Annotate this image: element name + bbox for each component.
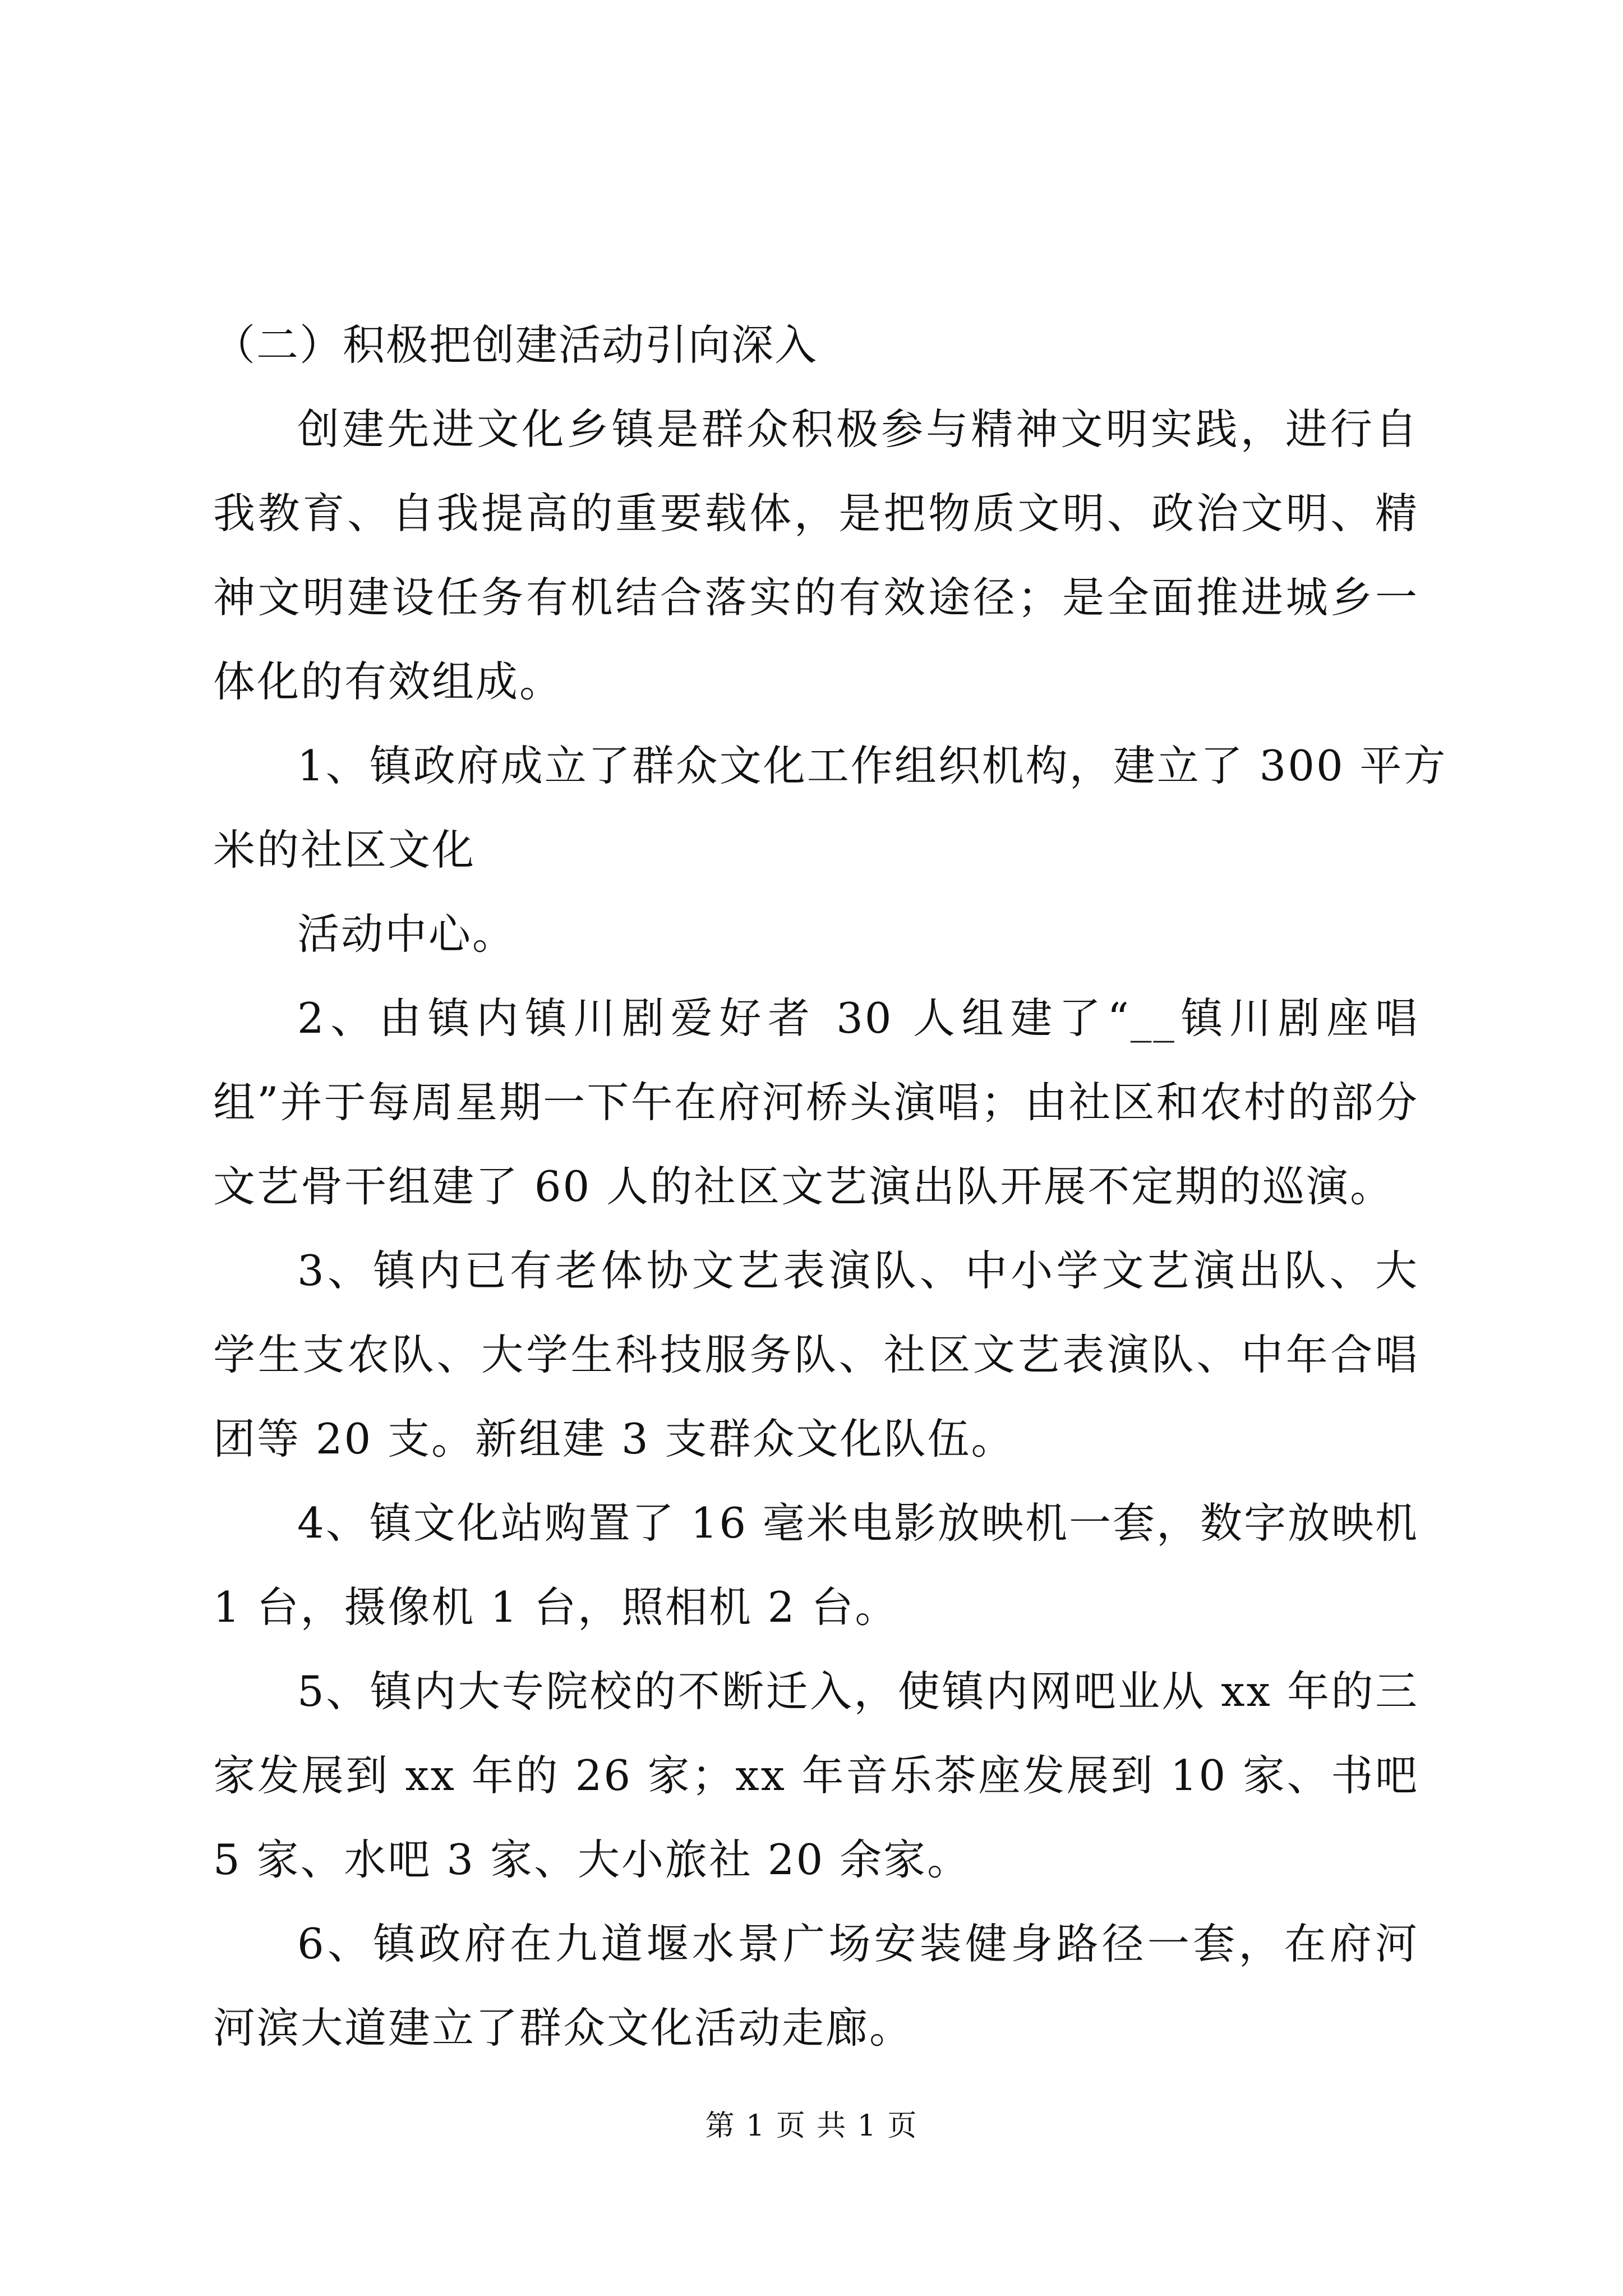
item-2-paragraph: 2、由镇内镇川剧爱好者 30 人组建了“__镇川剧座唱组”并于每周星期一下午在府河桥头演唱；由社区和农村的部分文艺骨干组建了 60 人的社区文艺演出队开展不定期的巡演。 [213, 993, 1419, 1211]
item-1-line-3: 活动中心。 [297, 909, 517, 959]
item-5-paragraph: 5、镇内大专院校的不断迁入，使镇内网吧业从 xx 年的三家发展到 xx 年的 26 家；xx 年音乐茶座发展到 10 家、书吧 5 家、水吧 3 家、大小旅社 20 余家。 [213, 1667, 1419, 1884]
item-6-paragraph: 6、镇政府在九道堰水景广场安装健身路径一套，在府河河滨大道建立了群众文化活动走廊。 [213, 1919, 1419, 2053]
item-1-line-1: 1、镇政府成立了群众文化工作组织机构，建立了 300 平方 [297, 741, 1447, 790]
intro-paragraph: 创建先进文化乡镇是群众积极参与精神文明实践，进行自我教育、自我提高的重要载体，是把物质文明、政治文明、精神文明建设任务有机结合落实的有效途径；是全面推进城乡一体化的有效组成。 [213, 404, 1419, 706]
item-3-paragraph: 3、镇内已有老体协文艺表演队、中小学文艺演出队、大学生支农队、大学生科技服务队、社区文艺表演队、中年合唱团等 20 支。新组建 3 支群众文化队伍。 [213, 1246, 1419, 1464]
document-body [213, 303, 1447, 2070]
section-heading: （二）积极把创建活动引向深入 [213, 320, 818, 370]
item-1-line-2: 米的社区文化 [213, 825, 476, 875]
item-4-paragraph: 4、镇文化站购置了 16 毫米电影放映机一套，数字放映机 1 台，摄像机 1 台，照相机 2 台。 [213, 1498, 1419, 1632]
page-footer: 第 1 页 共 1 页 [705, 2109, 918, 2143]
